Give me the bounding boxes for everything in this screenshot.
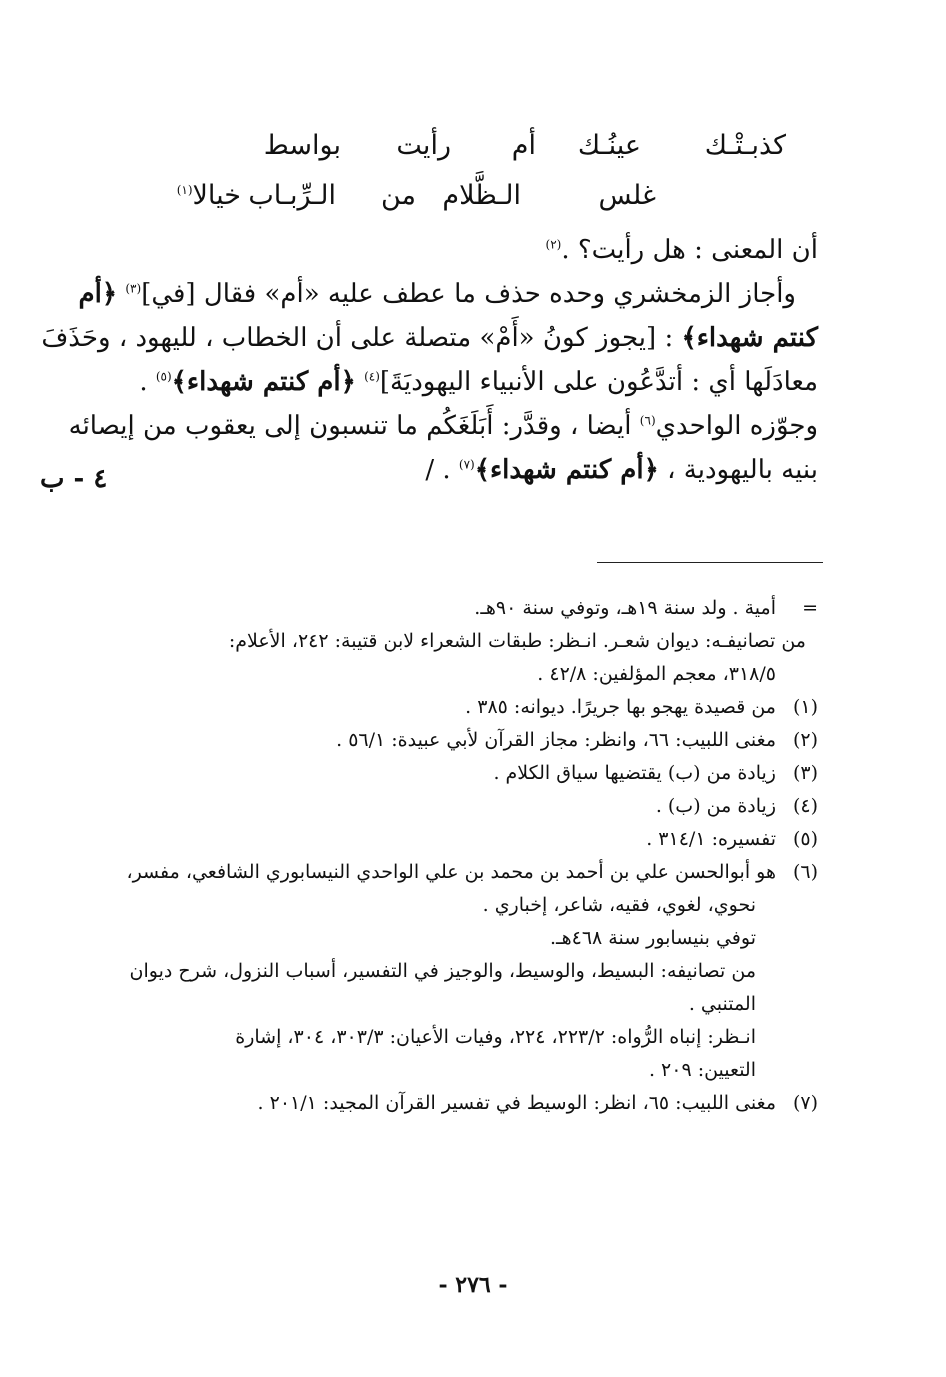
footnote-marker: (٤) xyxy=(364,369,380,384)
poem-line-2 xyxy=(0,180,946,224)
footnote-number: (١) xyxy=(792,696,818,718)
text-line: وجوّزه الواحدي$^{(٦)}$ أيضا ، وقدَّر: أَبَلَغَكُم ما تنسبون إلى يعقوب من إيصائه xyxy=(68,411,818,441)
footnote-marker: (٢) xyxy=(545,237,562,252)
text-line: بنيه باليهودية ، ﴿أم كنتم شهداء﴾$^{(٧)}$ . / xyxy=(425,455,818,485)
footnote-2: (٢) مغنى اللبيب: ٦٦، وانظر: مجاز القرآن لأبي عبيدة: ٥٦/١ . xyxy=(126,724,816,757)
footnote-marker: (٧) xyxy=(458,457,475,472)
text-line: معادَلَها أي : أتدَّعُون على الأنبياء اليهوديَةَ]$^{(٤)}$ ﴿أم كنتم شهداء﴾$^{(٥)}$ . xyxy=(139,367,818,397)
footnote-number: (٣) xyxy=(792,762,818,784)
quran-quote: ﴿أم كنتم شهداء﴾ xyxy=(171,367,356,397)
poem-word: من xyxy=(380,180,416,211)
footnote-continuation: = أمية . ولد سنة ١٩هـ، وتوفي سنة ٩٠هـ. من تصانيفـه: ديوان شعـر. انـظر: طبقات الشعراء لابن قتيبة: ٢٤٢، الأعلام: ٣١٨/٥، معجم المؤلفين: ٤٢/٨ . xyxy=(126,592,816,691)
text-line: كنتم شهداء﴾ : [يجوز كونُ «أَمْ» متصلة على أن الخطاب ، لليهود ، وحَذَفَ xyxy=(41,323,818,353)
quran-quote: كنتم شهداء﴾ xyxy=(681,323,818,353)
footnote-separator xyxy=(597,562,823,563)
quran-quote: ﴿أم كنتم شهداء﴾ xyxy=(474,455,659,485)
footnote-number: (٥) xyxy=(792,828,818,850)
footnote-4: (٤) زيادة من (ب) . xyxy=(126,790,816,823)
poem-word: عينُـك xyxy=(577,130,641,161)
footnote-6: (٦) هو أبوالحسن علي بن أحمد بن محمد بن علي الواحدي النيسابوري الشافعي، مفسر، نحوي، لغوي، فقيه، شاعر، إخباري . توفي بنيسابور سنة ٤٦٨هـ. من تصانيفه: البسيط، والوسيط، والوجيز في التفسير، أسباب النزول، شرح ديوان المتنبي . انـظر: إنباه الرُّواه: ٢٢٣/٢، ٢٢٤، وفيات الأعيان: ٣٠٣/٣، ٣٠٤، إشارة التعيين: ٢٠٩ . xyxy=(126,856,816,1087)
footnote-marker: (٦) xyxy=(639,413,656,428)
poem-word: أم xyxy=(511,130,536,161)
page-number: - ٢٧٦ - xyxy=(438,1272,508,1298)
text-line: وأجاز الزمخشري وحده حذف ما عطف عليه «أم» فقال [في]$^{(٣)}$ ﴿أم xyxy=(78,279,796,309)
footnote-1: (١) من قصيدة يهجو بها جريرًا. ديوانه: ٣٨٥ . xyxy=(126,691,816,724)
quran-quote: ﴿أم xyxy=(78,279,118,309)
manuscript-folio-note: ٤ - ب xyxy=(40,464,108,494)
text-line: أن المعنى : هل رأيت؟ .$^{(٢)}$ xyxy=(545,235,818,265)
poem-word: بواسط xyxy=(263,130,341,161)
footnote-number: (٤) xyxy=(792,795,818,817)
footnote-number: (٦) xyxy=(792,861,818,883)
poem-word: رأيت xyxy=(396,130,451,161)
poem-line-1 xyxy=(0,130,946,174)
footnote-marker: (٣) xyxy=(125,281,142,296)
continuation-mark: = xyxy=(802,597,818,619)
poem-word: الـرِّبـاب xyxy=(248,180,336,211)
footnote-3: (٣) زيادة من (ب) يقتضيها سياق الكلام . xyxy=(126,757,816,790)
footnotes xyxy=(126,592,816,1120)
poem-word: خيالا$^{(١)}$ xyxy=(176,180,241,211)
footnote-number: (٢) xyxy=(792,729,818,751)
footnote-5: (٥) تفسيره: ٣١٤/١ . xyxy=(126,823,816,856)
footnote-marker: (٥) xyxy=(155,369,172,384)
poem-word: الـظَّلام xyxy=(442,180,521,211)
footnote-number: (٧) xyxy=(792,1092,818,1114)
poem-word: كذبـتْـك xyxy=(704,130,786,161)
footnote-7: (٧) مغنى اللبيب: ٦٥، انظر: الوسيط في تفسير القرآن المجيد: ٢٠١/١ . xyxy=(126,1087,816,1120)
poem-word: غلس xyxy=(598,180,656,211)
footnote-marker: (١) xyxy=(176,183,193,197)
